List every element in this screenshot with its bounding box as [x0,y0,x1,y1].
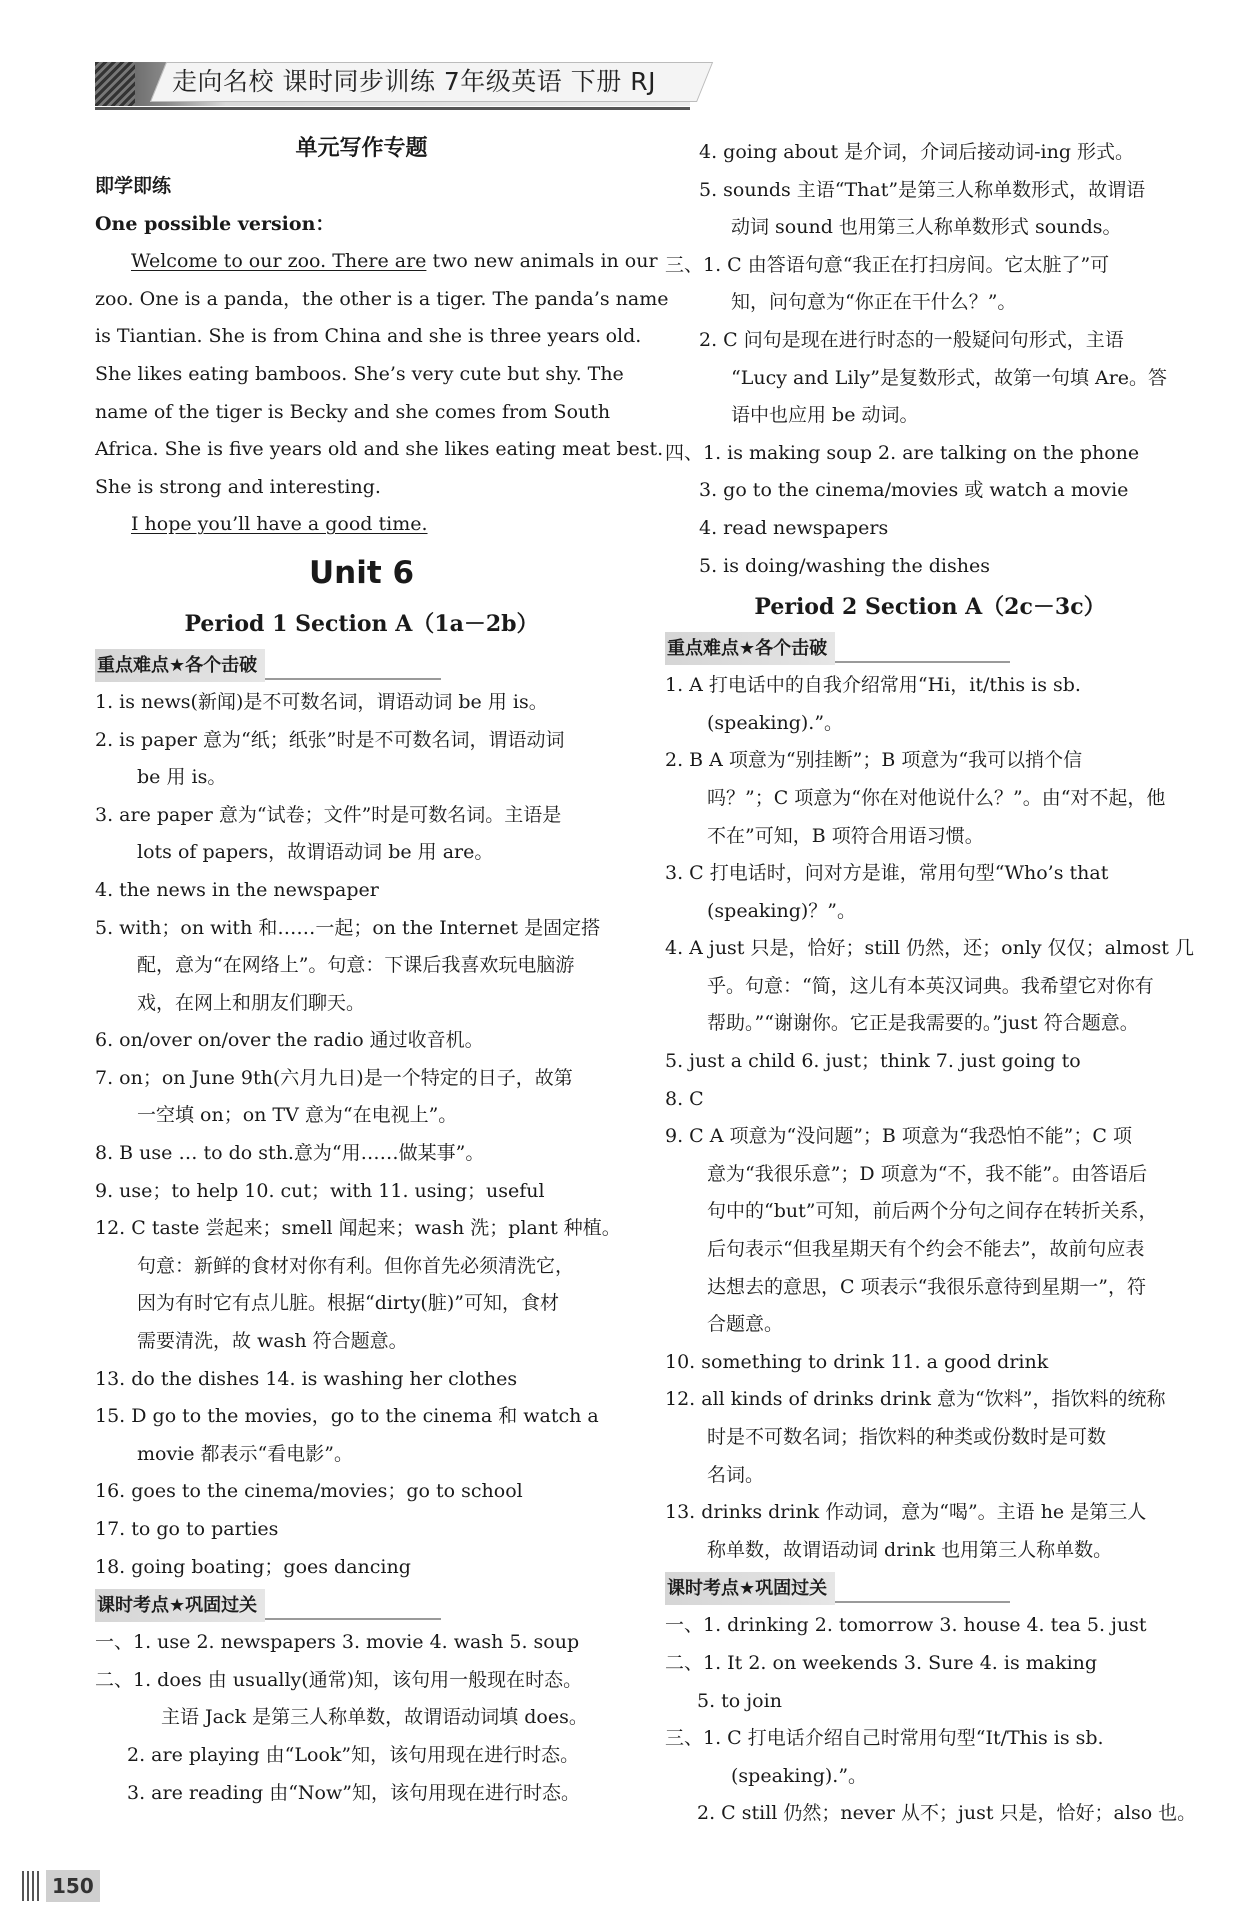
answer-line: 18. going boating；goes dancing [95,1555,411,1578]
answer-line: 帮助。”“谢谢你。它正是我需要的。”just 符合题意。 [707,1012,1139,1035]
answer-line: 3. go to the cinema/movies 或 watch a movie [699,479,1129,502]
answer-line: 4. A just 只是，恰好；still 仍然，还；only 仅仅；almost 几 [665,937,1194,960]
answer-line: 合题意。 [707,1313,784,1336]
answer-line: 12. all kinds of drinks drink 意为“饮料”，指饮料的统称 [665,1388,1166,1411]
answer-line: 7. on；on June 9th(六月九日)是一个特定的日子，故第 [95,1066,573,1089]
essay-line: zoo. One is a panda，the other is a tiger. The panda’s name [95,287,669,310]
answer-line: 名词。 [707,1463,765,1486]
header-title: 走向名校 课时同步训练 7年级英语 下册 RJ [172,67,656,96]
answer-line: 2. B A 项意为“别挂断”；B 项意为“我可以捎个信 [665,749,1083,772]
answer-line: 2. C still 仍然；never 从不；just 只是，恰好；also 也。 [697,1802,1197,1825]
essay-line [95,243,658,281]
answer-line: 5. with；on with 和……一起；on the Internet 是固定搭 [95,916,601,939]
answer-line: 达想去的意思，C 项表示“我很乐意待到星期一”，符 [707,1275,1147,1298]
answer-line: 句中的“but”可知，前后两个分句之间存在转折关系， [707,1200,1158,1223]
answer-line: 12. C taste 尝起来；smell 闻起来；wash 洗；plant 种植。 [95,1217,621,1240]
answer-line: 2. is paper 意为“纸；纸张”时是不可数名词，谓语动词 [95,728,565,751]
section-header-key-points: 重点难点★各个击破 [95,649,628,682]
answer-line: 主语 Jack 是第三人称单数，故谓语动词填 does。 [161,1706,588,1729]
essay-underline-start: Welcome to our zoo. There are [131,250,427,273]
answer-line: 17. to go to parties [95,1518,279,1540]
answer-line: (speaking).”。 [731,1764,868,1787]
answer-line: 8. C [665,1087,704,1110]
answer-line: 6. on/over on/over the radio 通过收音机。 [95,1029,484,1052]
answer-line: 3. C 打电话时，问对方是谁，常用句型“Who’s that [665,862,1109,885]
answer-line: 二、1. does 由 usually(通常)知，该句用一般现在时态。 [95,1668,583,1691]
answer-line: 戏，在网上和朋友们聊天。 [137,991,366,1014]
left-column [95,128,669,1812]
answer-line: 不在”可知，B 项符合用语习惯。 [707,824,984,847]
answer-line: 动词 sound 也用第三人称单数形式 sounds。 [731,216,1122,239]
answer-line: 4. going about 是介词，介词后接动词-ing 形式。 [699,141,1135,163]
answer-line: 13. drinks drink 作动词，意为“喝”。主语 he 是第三人 [665,1501,1147,1524]
essay-line: Africa. She is five years old and she likes eating meat best. [95,438,664,461]
answer-line: 16. goes to the cinema/movies；go to school [95,1480,523,1503]
answer-line: lots of papers，故谓语动词 be 用 are。 [137,841,494,864]
header-rule [95,107,690,110]
answer-line: 乎。句意：“简，这儿有本英汉词典。我希望它对你有 [707,974,1154,997]
answer-line: 15. D go to the movies，go to the cinema 和 watch a [95,1405,599,1428]
answer-line: 意为“我很乐意”；D 项意为“不，我不能”。由答语后 [707,1162,1148,1185]
essay-line: She is strong and interesting. [95,475,381,498]
answer-line: 1. is news(新闻)是不可数名词，谓语动词 be 用 is。 [95,690,548,713]
answer-line: 2. C 问句是现在进行时态的一般疑问句形式，主语 [699,328,1124,351]
answer-line: 9. C A 项意为“没问题”；B 项意为“我恐怕不能”；C 项 [665,1125,1132,1148]
answer-line: 三、1. C 打电话介绍自己时常用句型“It/This is sb. [665,1727,1104,1750]
answer-line: 知，问句意为“你正在干什么？”。 [731,291,1017,314]
essay-line [95,506,628,544]
answer-line: 5. sounds 主语“That”是第三人称单数形式，故谓语 [699,178,1146,201]
essay-underline-end: I hope you’ll have a good time. [131,513,428,536]
answer-line: 1. A 打电话中的自我介绍常用“Hi，it/this is sb. [665,674,1081,697]
answer-line: 5. is doing/washing the dishes [699,554,990,577]
writing-section-title: 单元写作专题 [295,135,428,161]
answer-line: 四、1. is making soup 2. are talking on the phone [665,441,1140,464]
answer-line: 配，意为“在网络上”。句意：下课后我喜欢玩电脑游 [137,954,575,977]
right-column [665,134,1195,1833]
answer-line: 时是不可数名词；指饮料的种类或份数时是可数 [707,1426,1107,1448]
answer-line: 5. to join [697,1689,782,1712]
section-header-key-points: 重点难点★各个击破 [665,632,1195,665]
answer-line: 语中也应用 be 动词。 [731,404,919,427]
answer-line: 3. are reading 由“Now”知，该句用现在进行时态。 [127,1781,580,1804]
version-label: One possible version： [95,212,335,235]
page-number [22,1868,100,1900]
answer-line: 4. read newspapers [699,516,889,539]
essay-line: name of the tiger is Becky and she comes from South [95,400,611,423]
answer-line: (speaking).”。 [707,711,844,734]
practice-label: 即学即练 [95,175,172,197]
answer-line: 吗？”；C 项意为“你在对他说什么？”。由“对不起，他 [707,786,1166,809]
period-1-title: Period 1 Section A（1a－2b） [184,610,539,637]
answer-line: 三、1. C 由答语句意“我正在打扫房间。它太脏了”可 [665,253,1110,276]
header-hatch-decoration [95,62,135,106]
answer-line: 13. do the dishes 14. is washing her clothes [95,1367,518,1390]
page-number-value: 150 [46,1870,100,1902]
page-number-bars-decoration [22,1871,42,1901]
answer-line: 句意：新鲜的食材对你有利。但你首先必须清洗它， [137,1254,575,1277]
essay-line-rest: two new animals in our [426,250,658,273]
answer-line: 5. just a child 6. just；think 7. just going to [665,1050,1081,1073]
unit-title: Unit 6 [308,554,415,591]
answer-line: 3. are paper 意为“试卷；文件”时是可数名词。主语是 [95,803,562,826]
section-header-test: 课时考点★巩固过关 [665,1572,1195,1605]
answer-line: 9. use；to help 10. cut；with 11. using；useful [95,1179,545,1202]
answer-line: be 用 is。 [137,766,227,789]
answer-line: 2. are playing 由“Look”知，该句用现在进行时态。 [127,1743,580,1766]
answer-line: 10. something to drink 11. a good drink [665,1350,1049,1373]
answer-line: 因为有时它有点儿脏。根据“dirty(脏)”可知，食材 [137,1292,559,1315]
period-2-title: Period 2 Section A（2c－3c） [754,594,1106,621]
answer-line: 二、1. It 2. on weekends 3. Sure 4. is making [665,1651,1098,1674]
answer-line: 一、1. use 2. newspapers 3. movie 4. wash 5. soup [95,1631,580,1654]
answer-line: 一空填 on；on TV 意为“在电视上”。 [137,1104,458,1127]
essay-line: is Tiantian. She is from China and she is three years old. [95,325,642,348]
section-header-test: 课时考点★巩固过关 [95,1589,628,1622]
essay-line: She likes eating bamboos. She’s very cute but shy. The [95,362,624,385]
answer-line: 需要清洗，故 wash 符合题意。 [137,1330,408,1353]
answer-line: 称单数，故谓语动词 drink 也用第三人称单数。 [707,1538,1113,1561]
answer-line: 一、1. drinking 2. tomorrow 3. house 4. tea 5. just [665,1614,1147,1637]
answer-line: 4. the news in the newspaper [95,878,379,901]
answer-line: movie 都表示“看电影”。 [137,1442,353,1465]
answer-line: 8. B use … to do sth.意为“用……做某事”。 [95,1142,485,1165]
answer-line: (speaking)？”。 [707,899,857,922]
answer-line: 后句表示“但我星期天有个约会不能去”，故前句应表 [707,1238,1145,1261]
answer-line: “Lucy and Lily”是复数形式，故第一句填 Are。答 [731,366,1168,389]
